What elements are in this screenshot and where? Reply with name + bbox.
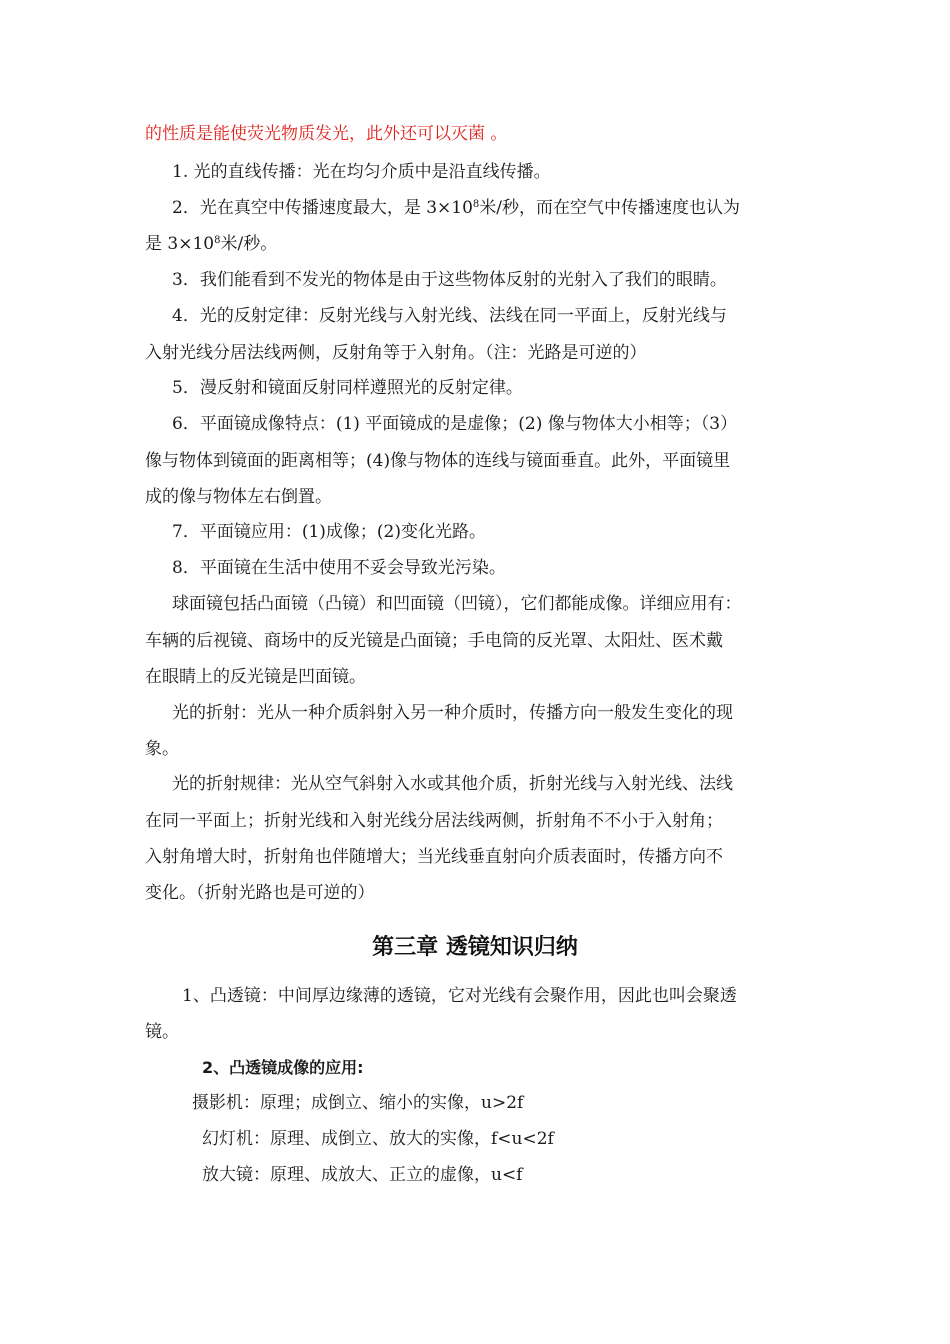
paragraph-line [145,233,277,255]
paragraph-line: 7．平面镜应用：(1)成像；(2)变化光路。 [172,522,486,542]
paragraph-line: 3．我们能看到不发光的物体是由于这些物体反射的光射入了我们的眼睛。 [172,270,727,290]
subheading: 2、凸透镜成像的应用: [202,1058,364,1077]
text-span: 米/秒，而在空气中传播速度也认为 [479,198,741,218]
paragraph-line: 像与物体到镜面的距离相等；(4)像与物体的连线与镜面垂直。此外，平面镜里 [145,451,731,471]
paragraph-line: 8．平面镜在生活中使用不妥会导致光污染。 [172,558,506,578]
paragraph-line: 5．漫反射和镜面反射同样遵照光的反射定律。 [172,378,523,398]
paragraph-line: 在同一平面上；折射光线和入射光线分居法线两侧，折射角不不小于入射角； [145,811,723,831]
paragraph-line: 车辆的后视镜、商场中的反光镜是凸面镜；手电筒的反光罩、太阳灶、医术戴 [145,631,723,651]
paragraph-line: 镜。 [145,1022,179,1042]
list-item: 幻灯机：原理、成倒立、放大的实像，f<u<2f [202,1129,554,1149]
paragraph-line: 6．平面镜成像特点：(1) 平面镜成的是虚像；(2) 像与物体大小相等；（3） [172,414,738,434]
paragraph-line: 4．光的反射定律：反射光线与入射光线、法线在同一平面上，反射光线与 [172,306,727,326]
text-span: 2．光在真空中传播速度最大，是 3×10 [172,198,473,218]
paragraph-line: 1. 光的直线传播：光在均匀介质中是沿直线传播。 [172,162,551,182]
red-text-line: 的性质是能使荧光物质发光，此外还可以灭菌 。 [145,124,508,144]
paragraph-line: 变化。（折射光路也是可逆的） [145,883,375,903]
paragraph-line: 球面镜包括凸面镜（凸镜）和凹面镜（凹镜），它们都能成像。详细应用有： [172,594,742,614]
paragraph-line: 光的折射规律：光从空气斜射入水或其他介质，折射光线与入射光线、法线 [172,774,733,794]
text-span: 是 3×10 [145,234,215,254]
paragraph-line: 光的折射：光从一种介质斜射入另一种介质时，传播方向一般发生变化的现 [172,703,733,723]
list-item: 放大镜：原理、成放大、正立的虚像，u<f [202,1165,523,1185]
paragraph-line: 象。 [145,739,179,759]
superscript: 8 [214,235,221,246]
chapter-heading: 第三章 透镜知识归纳 [372,935,578,960]
paragraph-line: 在眼睛上的反光镜是凹面镜。 [145,667,366,687]
paragraph-line: 入射光线分居法线两侧，反射角等于入射角。（注：光路是可逆的） [145,343,647,363]
list-item: 摄影机：原理；成倒立、缩小的实像，u>2f [192,1093,524,1113]
paragraph-line: 入射角增大时，折射角也伴随增大；当光线垂直射向介质表面时，传播方向不 [145,847,723,867]
text-span: 米/秒。 [220,234,278,254]
paragraph-line [172,197,740,219]
superscript: 8 [472,199,480,210]
paragraph-line: 成的像与物体左右倒置。 [145,487,332,507]
paragraph-line: 1、凸透镜：中间厚边缘薄的透镜，它对光线有会聚作用，因此也叫会聚透 [182,986,737,1006]
